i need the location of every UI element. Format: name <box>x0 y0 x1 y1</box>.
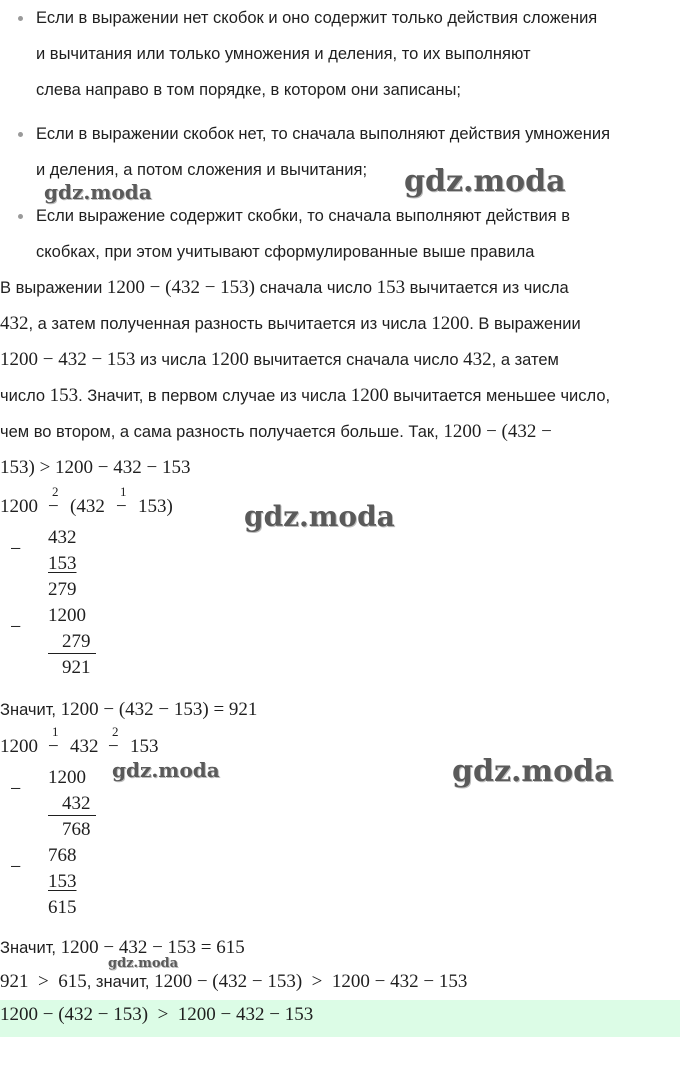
expr-term: 432 <box>70 736 99 757</box>
bullet-dot <box>18 214 23 219</box>
para-text: вычитается меньшее число, <box>388 387 611 405</box>
watermark-logo: gdz.moda <box>44 180 152 204</box>
para-line-1 <box>0 270 569 306</box>
math-inline: 153 <box>376 277 406 298</box>
underline-bar <box>48 653 96 654</box>
column-minus: − <box>10 616 22 638</box>
underline-bar <box>48 815 96 816</box>
para-text: В выражении <box>0 279 107 297</box>
para-text: сначала число <box>255 279 377 297</box>
subtrahend: 279 <box>62 631 91 652</box>
watermark-logo: gdz.moda <box>108 956 179 971</box>
column-minus: − <box>10 538 22 560</box>
math-inline: 153 <box>49 385 79 406</box>
column-minus: − <box>10 856 22 878</box>
difference: 768 <box>62 819 91 840</box>
comparison-line <box>0 964 467 1000</box>
expr-term: 153) <box>138 496 173 517</box>
subtrahend: 153 <box>48 871 77 892</box>
difference: 615 <box>48 897 77 918</box>
bullet-dot <box>18 16 23 21</box>
bullet-1-line-1: Если в выражении нет скобок и оно содержит только действия сложения <box>36 9 598 27</box>
math-inline: 1200 <box>210 349 249 370</box>
math-inline: 432 <box>0 313 29 334</box>
bullet-1-line-2: и вычитания или только умножения и деления, то их выполняют <box>36 45 531 63</box>
result-line-1 <box>0 692 257 728</box>
math-inline: 1200 <box>350 385 389 406</box>
bullet-1-line-3: слева направо в том порядке, в котором они записаны; <box>36 81 461 99</box>
bullet-3-line-1: Если выражение содержит скобки, то сначала выполняют действия в <box>36 207 571 225</box>
minuend: 1200 <box>48 767 86 788</box>
math-inline: 1200 − 432 − 153 <box>0 349 136 370</box>
expr-term: 153 <box>130 736 159 757</box>
minuend: 768 <box>48 845 77 866</box>
subtrahend: 153 <box>48 553 77 574</box>
watermark-logo: gdz.moda <box>112 758 220 782</box>
bullet-2-line-2: и деления, а потом сложения и вычитания; <box>36 161 368 179</box>
para-text: вычитается сначала число <box>248 351 464 369</box>
watermark-logo: gdz.moda <box>452 754 614 789</box>
order-mark: 1 <box>52 724 59 739</box>
para-line-6 <box>0 450 190 486</box>
order-mark: 2 <box>52 484 59 499</box>
expr-operator: − <box>108 736 119 757</box>
para-line-5 <box>0 414 552 450</box>
watermark-logo: gdz.moda <box>404 164 566 199</box>
answer-highlight <box>0 1000 680 1037</box>
order-mark: 1 <box>120 484 127 499</box>
para-text: из числа <box>135 351 211 369</box>
math-inline: 1200 − (432 − 153) > 1200 − 432 − 153 <box>154 971 468 992</box>
para-text: число <box>0 387 50 405</box>
para-text: вычитается из числа <box>405 279 569 297</box>
math-inline: 432 <box>463 349 492 370</box>
minuend: 1200 <box>48 605 86 626</box>
para-text: , значит, <box>86 973 155 991</box>
subtrahend: 432 <box>62 793 91 814</box>
para-text: , а затем <box>491 351 559 369</box>
para-text: чем во втором, а сама разность получается больше. Так, <box>0 423 444 441</box>
math-inline: 153) > 1200 − 432 − 153 <box>0 457 191 478</box>
para-line-2 <box>0 306 581 342</box>
math-inline: 1200 <box>431 313 470 334</box>
difference: 279 <box>48 579 77 600</box>
expr-term: 1200 <box>0 736 38 757</box>
para-text: , а затем полученная разность вычитается из числа <box>28 315 432 333</box>
expr-term: (432 <box>70 496 105 517</box>
order-mark: 2 <box>112 724 119 739</box>
math-inline: 921 > 615 <box>0 971 87 992</box>
math-inline: 1200 − (432 − 153) <box>106 277 256 298</box>
bullet-3-line-2: скобках, при этом учитывают сформулированные выше правила <box>36 243 535 261</box>
bullet-2-line-1: Если в выражении скобок нет, то сначала выполняют действия умножения <box>36 125 611 143</box>
result-label: Значит, <box>0 939 61 957</box>
para-text: . Значит, в первом случае из числа <box>78 387 351 405</box>
math-inline: 1200 − (432 − <box>443 421 552 442</box>
bullet-dot <box>18 132 23 137</box>
para-line-3 <box>0 342 559 378</box>
expr-operator: − <box>48 736 59 757</box>
para-line-4 <box>0 378 610 414</box>
expr-term: 1200 <box>0 496 38 517</box>
expr-operator: − <box>48 496 59 517</box>
para-text: . В выражении <box>469 315 581 333</box>
minuend: 432 <box>48 527 77 548</box>
math-inline: 1200 − (432 − 153) = 921 <box>60 699 258 720</box>
result-label: Значит, <box>0 701 61 719</box>
math-inline: 1200 − 432 − 153 = 615 <box>60 937 245 958</box>
difference: 921 <box>62 657 91 678</box>
expr-operator: − <box>116 496 127 517</box>
column-minus: − <box>10 778 22 800</box>
watermark-logo: gdz.moda <box>244 500 395 533</box>
answer-math: 1200 − (432 − 153) > 1200 − 432 − 153 <box>0 1004 314 1025</box>
